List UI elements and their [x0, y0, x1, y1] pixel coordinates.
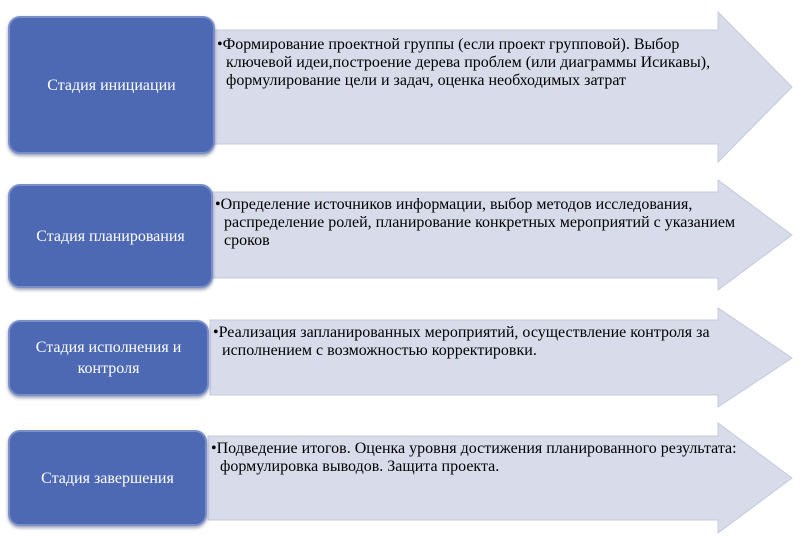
stage-planning [8, 184, 213, 288]
stage-execution-description: •Реализация запланированных мероприятий, осуществление контроля за исполнением с возможностью корректировки. [213, 324, 710, 359]
stage-initiation-label: Стадия инициации [47, 76, 176, 94]
stage-completion-label: Стадия завершения [41, 469, 174, 487]
stage-planning-description: •Определение источников информации, выбор методов исследования, распределение ролей, планирование конкретных мероприятий с указанием сроков [215, 196, 736, 249]
stage-completion-description: •Подведение итогов. Оценка уровня достижения планированного результата: формулировка выводов. Защита проекта. [211, 440, 737, 475]
stage-execution-label: Стадия исполнения и контроля [35, 339, 182, 377]
stage-completion [8, 430, 207, 526]
stage-planning-label: Стадия планирования [36, 227, 185, 245]
stage-execution [8, 320, 209, 396]
stage-initiation [8, 16, 215, 154]
stage-initiation-description: •Формирование проектной группы (если проект групповой). Выбор ключевой идеи,построение дерева проблем (или диаграммы Исикавы), формулирование цели и задач, оценка необходимых затрат [217, 36, 711, 89]
